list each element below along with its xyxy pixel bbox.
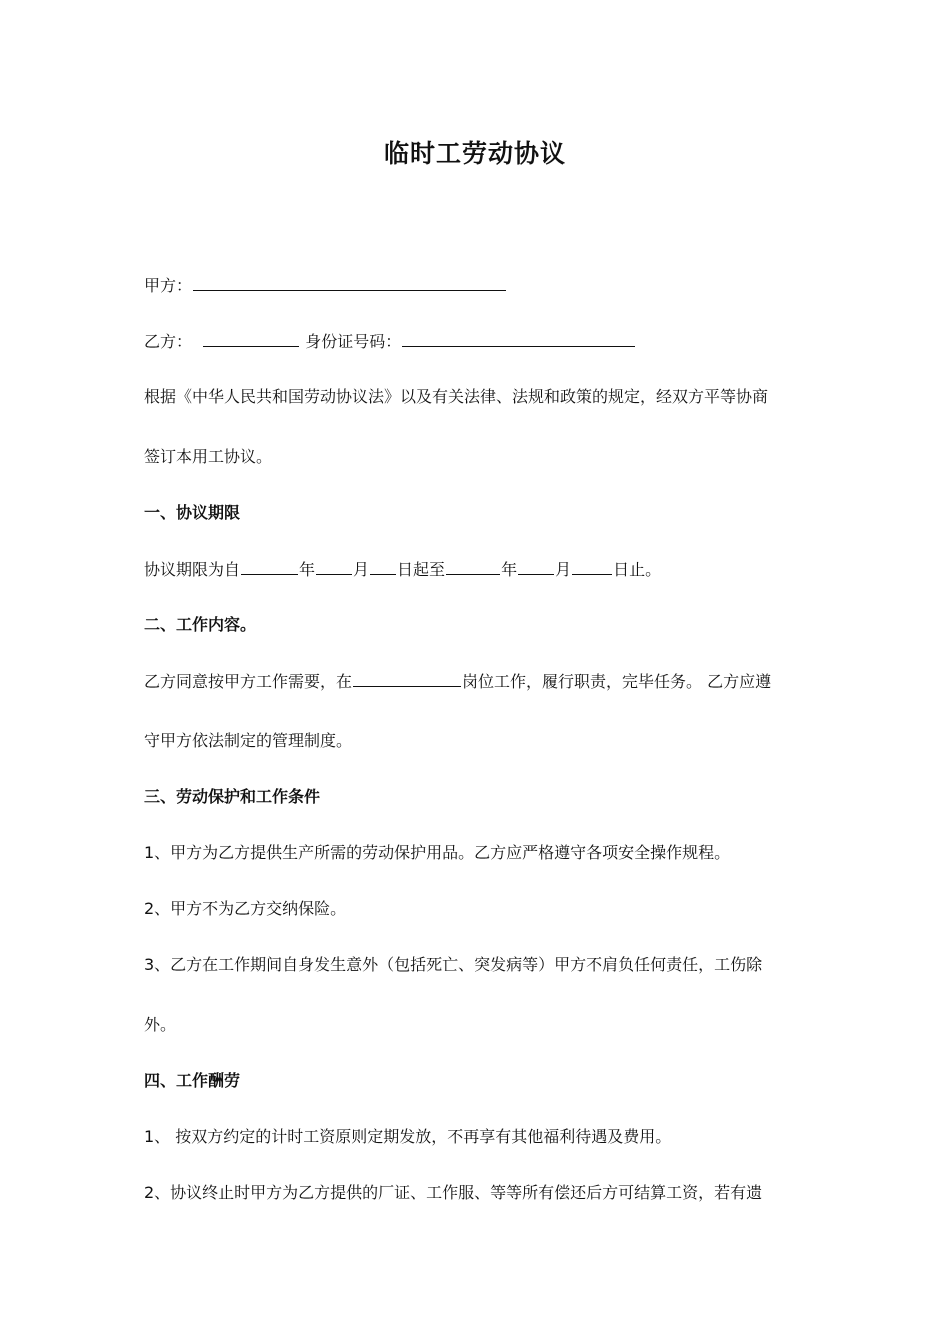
section-3-heading: 三、劳动保护和工作条件: [144, 787, 321, 806]
end-month-blank[interactable]: [518, 558, 554, 575]
section-2-line-1: [144, 670, 809, 693]
section-1-heading: 一、协议期限: [144, 503, 241, 522]
term-year-2: 年: [501, 560, 518, 579]
section-3-item-3-line-2: 外。: [144, 1015, 177, 1034]
term-month-1: 月: [353, 560, 370, 579]
party-a-blank[interactable]: [193, 274, 506, 291]
term-day-2: 日止。: [613, 560, 662, 579]
section-4-item-1: 1、 按双方约定的计时工资原则定期发放，不再享有其他福利待遇及费用。: [144, 1127, 672, 1146]
party-a-line: [144, 274, 809, 297]
section-2-heading: 二、工作内容。: [144, 615, 257, 634]
section-4-heading: 四、工作酬劳: [144, 1071, 241, 1090]
job-suffix: 岗位工作，履行职责，完毕任务。 乙方应遵: [462, 672, 772, 691]
section-3-item-1: 1、甲方为乙方提供生产所需的劳动保护用品。乙方应严格遵守各项安全操作规程。: [144, 843, 731, 862]
job-prefix: 乙方同意按甲方工作需要，在: [144, 672, 353, 691]
document-title: 临时工劳动协议: [383, 139, 566, 168]
section-3-item-2: 2、甲方不为乙方交纳保险。: [144, 899, 347, 918]
section-4-item-2: 2、协议终止时甲方为乙方提供的厂证、工作服、等等所有偿还后方可结算工资，若有遗: [144, 1183, 763, 1202]
start-month-blank[interactable]: [316, 558, 352, 575]
end-day-blank[interactable]: [572, 558, 612, 575]
party-a-label: 甲方：: [144, 276, 193, 295]
section-3-item-3-line-1: 3、乙方在工作期间自身发生意外（包括死亡、突发病等）甲方不肩负任何责任，工伤除: [144, 955, 763, 974]
party-b-line: [144, 330, 809, 353]
preamble-line-2: 签订本用工协议。: [144, 447, 273, 466]
end-year-blank[interactable]: [446, 558, 500, 575]
start-year-blank[interactable]: [241, 558, 298, 575]
party-b-name-blank[interactable]: [203, 330, 299, 347]
term-prefix: 协议期限为自: [144, 560, 241, 579]
preamble-line-1: 根据《中华人民共和国劳动协议法》以及有关法律、法规和政策的规定，经双方平等协商: [144, 387, 769, 406]
term-day-1: 日起至: [397, 560, 446, 579]
start-day-blank[interactable]: [370, 558, 396, 575]
section-2-line-2: 守甲方依法制定的管理制度。: [144, 731, 353, 750]
section-1-term-line: [144, 558, 809, 581]
party-b-id-blank[interactable]: [402, 330, 635, 347]
party-b-label: 乙方：: [144, 332, 193, 351]
job-position-blank[interactable]: [353, 670, 461, 687]
party-b-id-label: 身份证号码：: [305, 332, 402, 351]
term-year-1: 年: [299, 560, 316, 579]
term-month-2: 月: [555, 560, 572, 579]
